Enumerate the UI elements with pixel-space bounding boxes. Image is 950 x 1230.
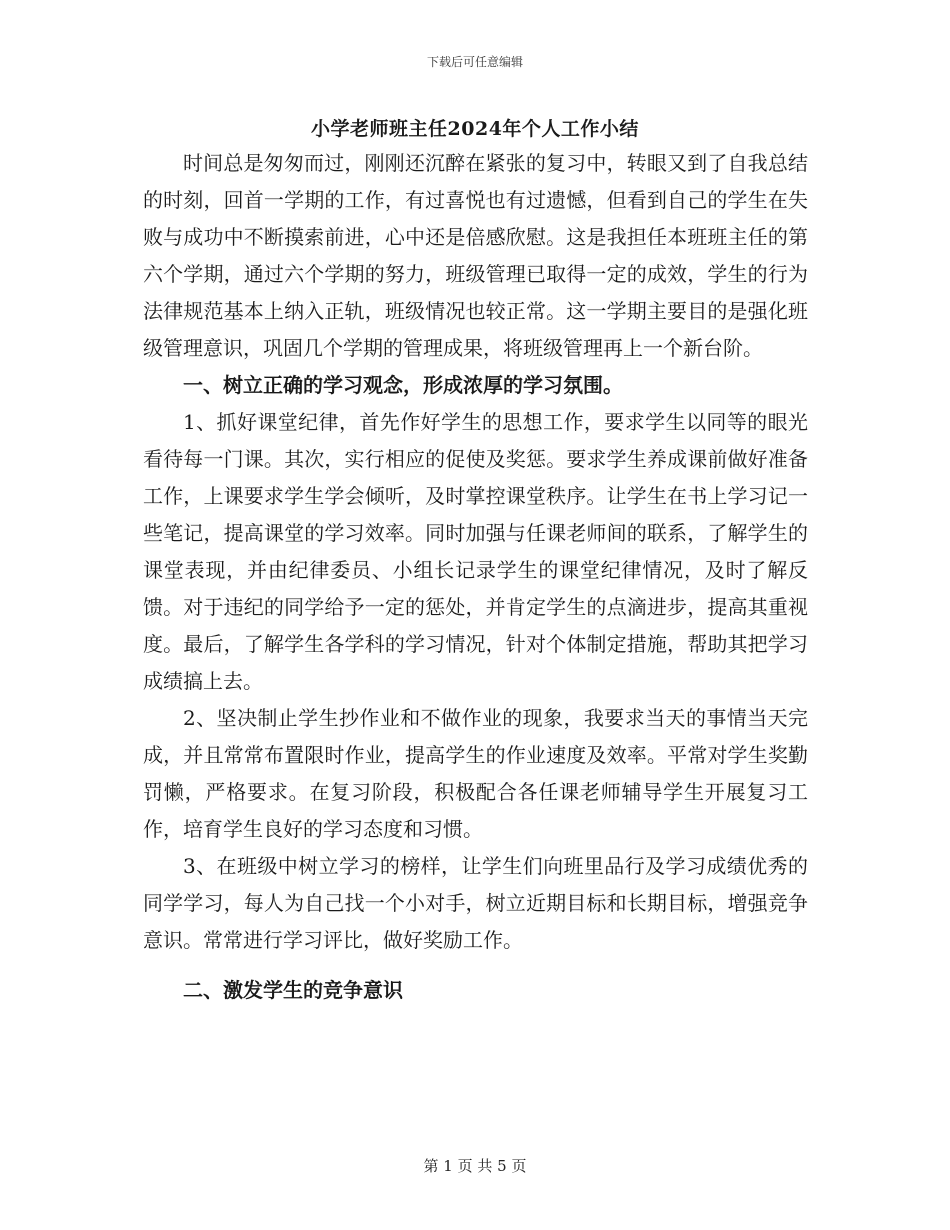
body-paragraph-1: 1、抓好课堂纪律，首先作好学生的思想工作，要求学生以同等的眼光看待每一门课。其次，实行相应的促使及奖惩。要求学生养成课前做好准备工作，上课要求学生学会倾听，及时掌控课堂秩序。让学生在书上学习记一些笔记，提高课堂的学习效率。同时加强与任课老师间的联系，了解学生的课堂表现，并由纪律委员、小组长记录学生的课堂纪律情况，及时了解反馈。对于违纪的同学给予一定的惩处，并肯定学生的点滴进步，提高其重视度。最后，了解学生各学科的学习情况，针对个体制定措施，帮助其把学习成绩搞上去。: [143, 410, 808, 693]
section-heading-2: 二、激发学生的竞争意识: [183, 978, 403, 1002]
document-body: [143, 145, 808, 1009]
header-note: 下载后可任意编辑: [426, 55, 523, 69]
intro-paragraph: 时间总是匆匆而过，刚刚还沉醉在紧张的复习中，转眼又到了自我总结的时刻，回首一学期的工作，有过喜悦也有过遗憾，但看到自己的学生在失败与成功中不断摸索前进，心中还是倍感欣慰。这是我担任本班班主任的第六个学期，通过六个学期的努力，班级管理已取得一定的成效，学生的行为法律规范基本上纳入正轨，班级情况也较正常。这一学期主要目的是强化班级管理意识，巩固几个学期的管理成果，将班级管理再上一个新台阶。: [143, 151, 808, 360]
section-heading-1: 一、树立正确的学习观念，形成浓厚的学习氛围。: [183, 373, 623, 397]
document-title: 小学老师班主任2024年个人工作小结: [311, 118, 639, 140]
body-paragraph-2: 2、坚决制止学生抄作业和不做作业的现象，我要求当天的事情当天完成，并且常常布置限时作业，提高学生的作业速度及效率。平常对学生奖勤罚懒，严格要求。在复习阶段，积极配合各任课老师辅导学生开展复习工作，培育学生良好的学习态度和习惯。: [143, 706, 808, 841]
body-paragraph-3: 3、在班级中树立学习的榜样，让学生们向班里品行及学习成绩优秀的同学学习，每人为自己找一个小对手，树立近期目标和长期目标，增强竞争意识。常常进行学习评比，做好奖励工作。: [143, 854, 808, 952]
page-number-footer: 第 1 页 共 5 页: [423, 1157, 527, 1175]
